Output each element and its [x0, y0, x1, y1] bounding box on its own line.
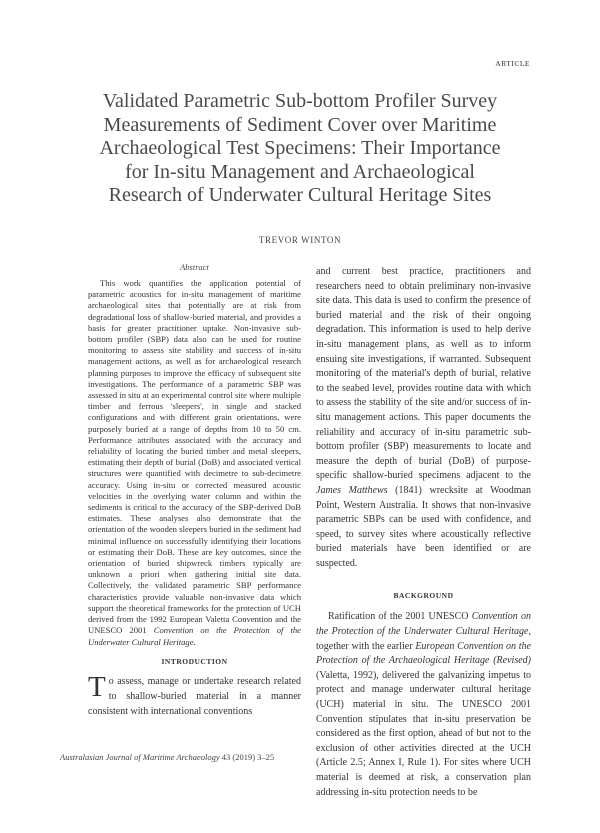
introduction-text: [88, 671, 301, 719]
title-line: Measurements of Sediment Cover over Maritime: [103, 113, 497, 136]
journal-footer: [60, 752, 274, 762]
background-part: , together with the earlier: [316, 626, 531, 652]
background-text: [316, 610, 531, 800]
title-line: Research of Underwater Cultural Heritage Sites: [108, 184, 492, 206]
convention-title: European Convention on the Protection of the Archaeological Heritage (Revised): [316, 640, 531, 667]
abstract-end: .: [193, 636, 196, 647]
introduction-body: o assess, manage or undertake research related to shallow-buried material in a manner consistent with international conventions: [88, 676, 301, 717]
convention-title: Convention on the Protection of the Underwater Cultural Heritage: [316, 611, 531, 638]
continuation-part: and current best practice, practitioners and researchers need to obtain preliminary non-invasive site data. This data is used to confirm the presence of buried material and the risk of their ongoing degradation. This information is used to help derive in-situ management plans, as well as to inform ensuing site investigations, if warranted. Subsequent monitoring of the material's depth of burial, relative to the seabed level, provides routine data with which to assess the stability of the site and/or success of in-situ management actions. This paper documents the reliability and accuracy of in-situ parametric sub-bottom profiler (SBP) measurements to locate and measure the depth of burial (DoB) of purpose-specific shallow-buried specimens adjacent to the: [316, 266, 531, 482]
article-type-label: ARTICLE: [495, 59, 530, 68]
journal-name: Australasian Journal of Maritime Archaeology: [60, 752, 220, 762]
drop-cap: T: [88, 671, 106, 703]
journal-volume: 43 (2019) 3–25: [219, 752, 275, 762]
ship-name: James Matthews: [316, 484, 388, 496]
abstract-body: This work quantifies the application potential of parametric acoustics for in-situ management of maritime archaeological sites that potentially are at risk from degradational loss of shallow-buried material, and provides a basis for greater practitioner uptake. Non-invasive sub-bottom profiler (SBP) data also can be used for routine monitoring to assess site stability and success of in-situ management actions, as well as for archaeological research planning purposes to improve the efficacy of subsequent site investigations. The performance of a parametric SBP was assessed in situ at an experimental control site where multiple timber and ferrous 'sleepers', in single and stacked configurations and with different grain orientations, were purposely buried at a range of depths from 10 to 50 cm. Performance attributes associated with the accuracy and reliability of locating the buried timber and metal sleepers, estimating their depth of burial (DoB) and associated vertical structures were quantified with decimetre to sub-decimetre accuracy. Using in-situ or corrected measured acoustic velocities in the overlying water column and within the sediments is critical to the accuracy of the SBP-derived DoB estimates. These analyses also demonstrate that the orientation of the wooden sleepers buried in the sediment had minimal influence on successfully identifying their locations or estimating their DoB. These are key outcomes, since the orientation of buried shipwreck timbers typically are unknown a priori when gathering initial site data. Collectively, the validated parametric SBP performance characteristics provide valuable non-invasive data which support the theoretical frameworks for the protection of UCH derived from the 1992 European Valetta Convention and the UNESCO 2001: [88, 278, 301, 636]
left-column: [88, 262, 301, 648]
continuation-part: (1841) wrecksite at Woodman Point, Western Australia. It shows that non-invasive parametric SBPs can be used with confidence, and speed, to survey sites where acoustically reflective buried materials have been identified or are suspected.: [316, 484, 531, 569]
right-column: [316, 265, 531, 800]
title-line: Archaeological Test Specimens: Their Importance: [99, 137, 501, 159]
title-line: for In-situ Management and Archaeological: [125, 160, 475, 183]
background-heading: BACKGROUND: [393, 591, 454, 601]
background-part: Ratification of the 2001 UNESCO: [328, 611, 472, 623]
title-line: Validated Parametric Sub-bottom Profiler Survey: [102, 90, 498, 112]
abstract-continuation: [316, 265, 531, 571]
abstract-text: [88, 278, 301, 648]
introduction-heading: INTRODUCTION: [161, 657, 228, 666]
abstract-label: Abstract: [180, 262, 209, 272]
paper-title: [60, 90, 540, 208]
background-part: (Valetta, 1992), delivered the galvanizing impetus to protect and manage underwater cultural heritage (UCH) material in situ. The UNESCO 2001 Convention stipulates that in-situ preservation be considered as the first option, ahead of but not to the exclusion of other activities directed at the UCH (Article 2.5; Annex I, Rule 1). For sites where UCH material is deemed at risk, a conservation plan addressing in-situ protection needs to be: [316, 669, 531, 798]
author-name: TREVOR WINTON: [258, 235, 342, 245]
abstract-italic: Convention on the Protection of the Underwater Cultural Heritage: [88, 625, 301, 647]
